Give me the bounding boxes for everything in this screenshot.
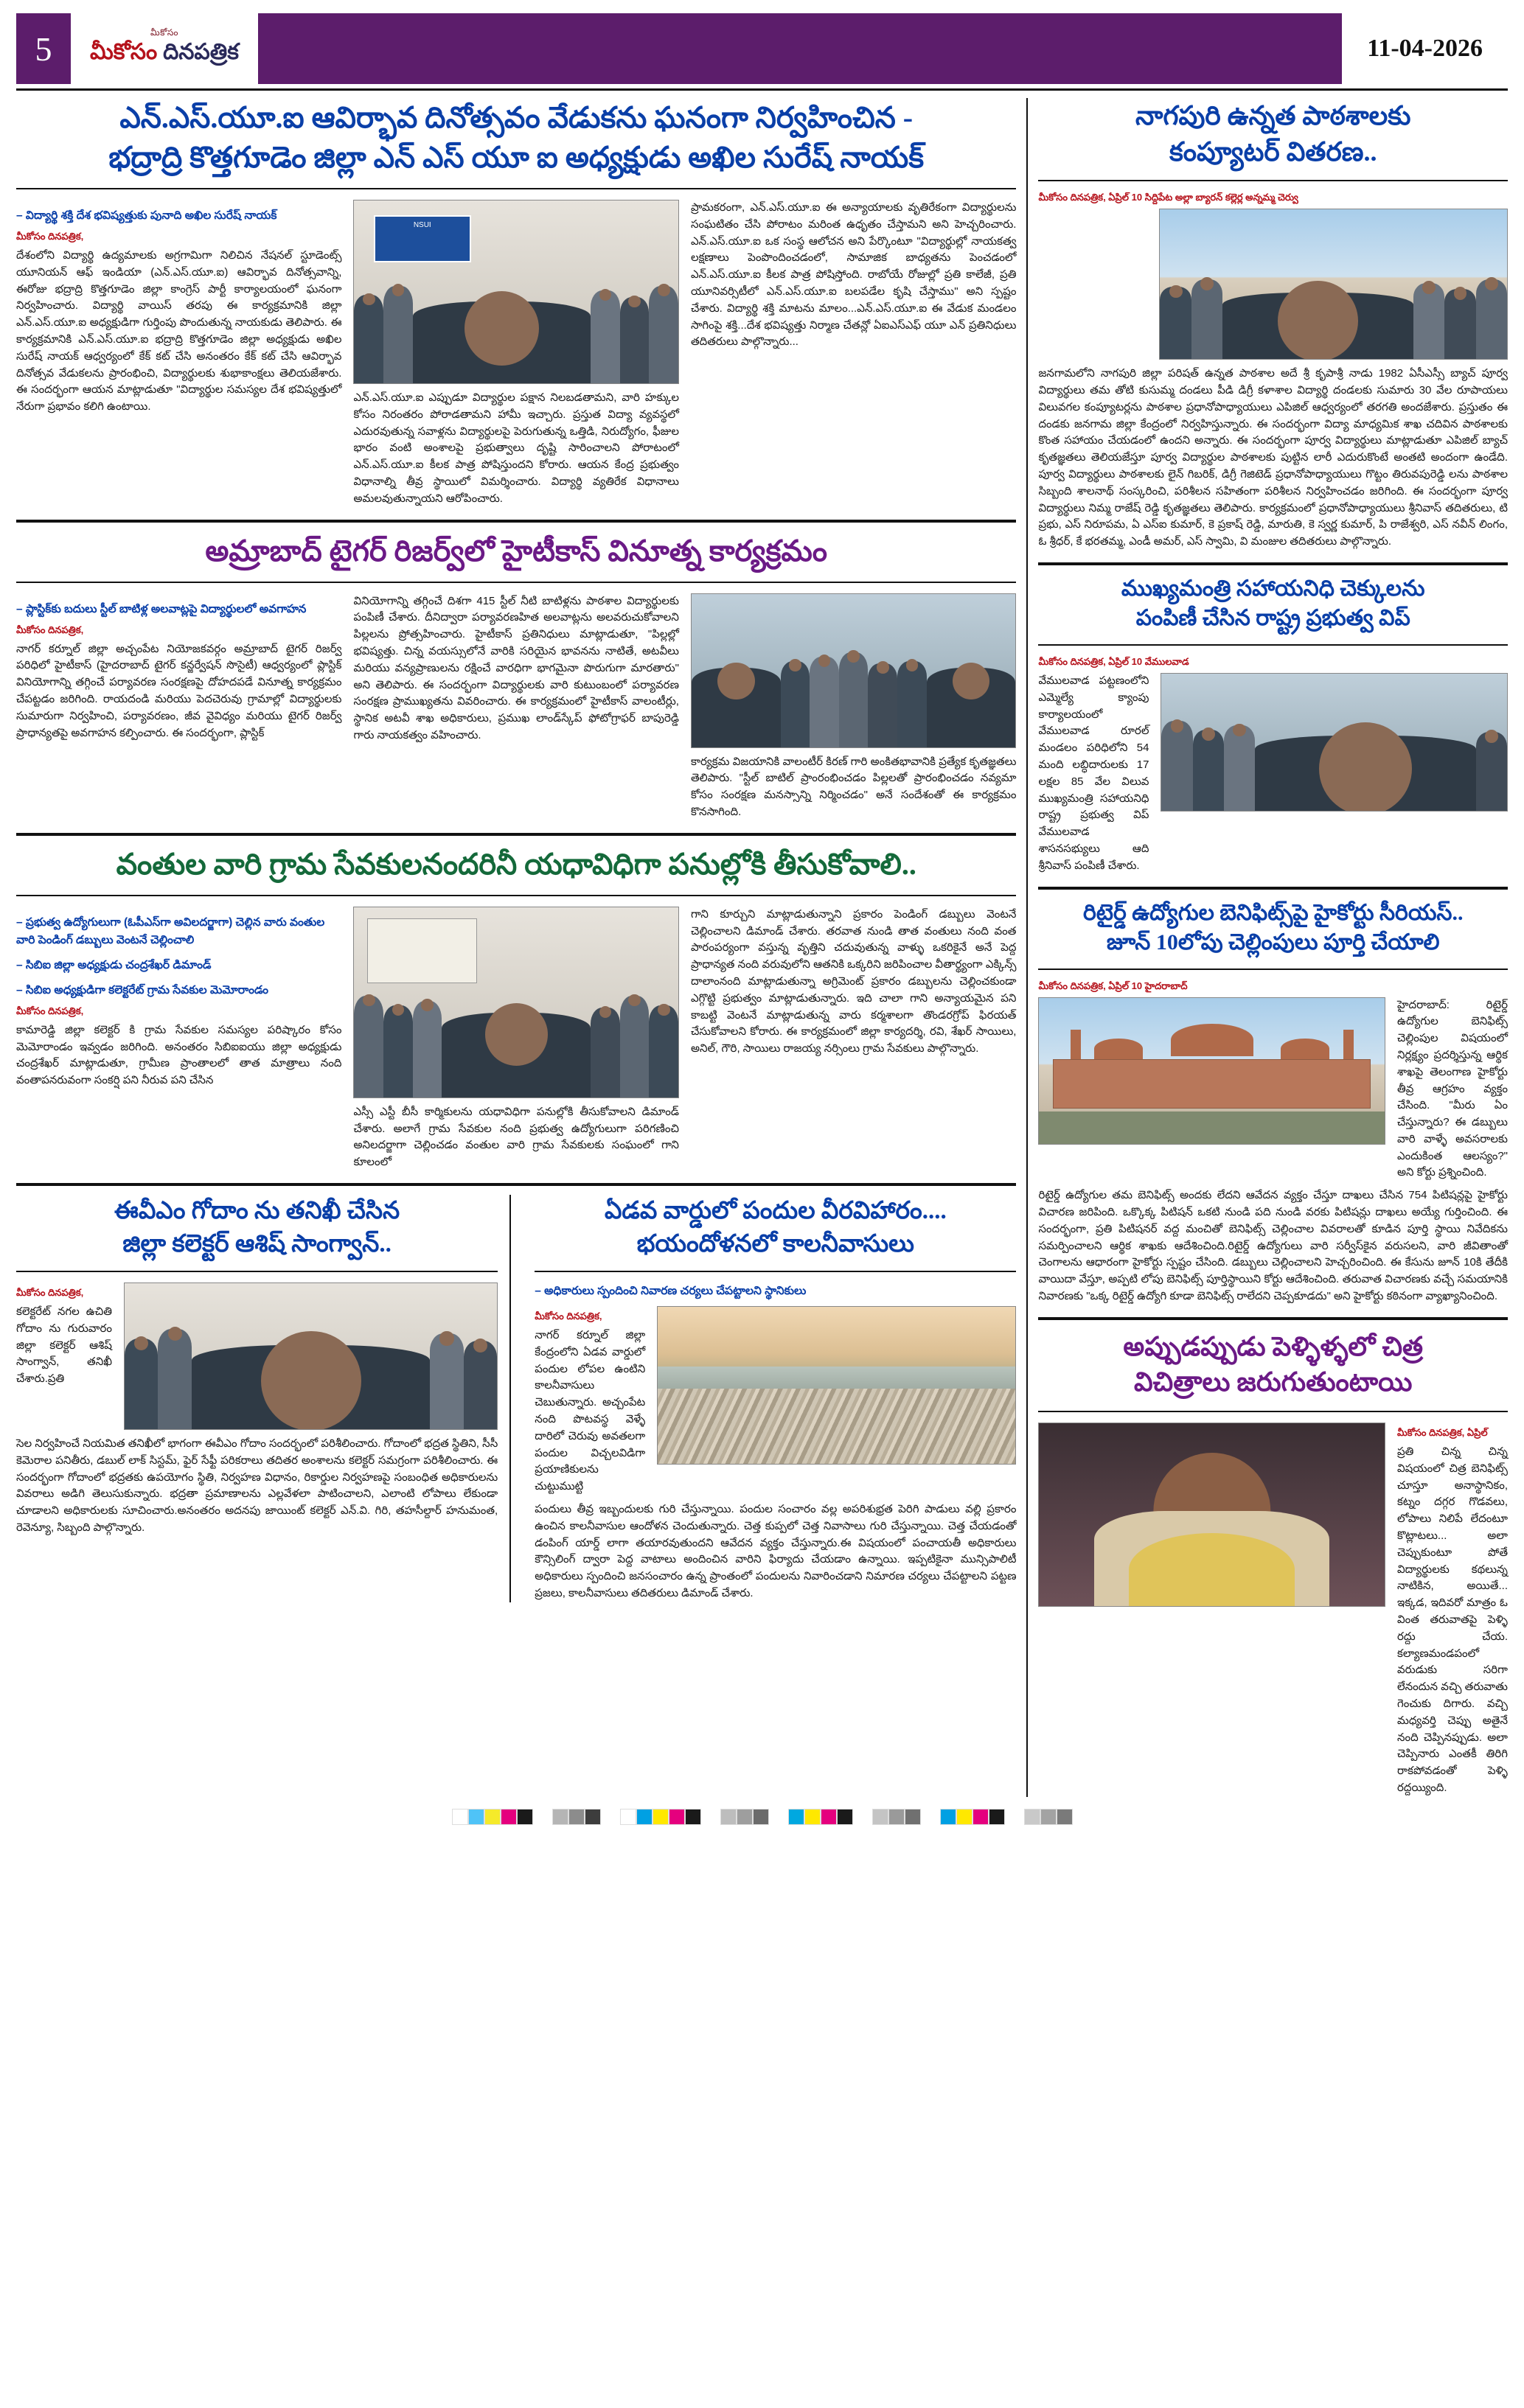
village-text-3: ఎస్సీ ఎస్టీ బీసీ కార్మికులను యధావిధిగా పనుల్లోకి తీసుకోవాలని డిమాండ్ చేశారు. అలాగే గ్రామ సేవకుల నంది ప్రభుత్వ ఉద్యోగులుగా పరిగణించి అనిలదర్జాగా చెల్లించడం వంతుల వారి గ్రామ సేవకులకు సంఘంలో గాని కూలంలో [353, 1105, 679, 1169]
nagapur-col1 [1038, 209, 1147, 360]
amrabad-col2 [353, 593, 678, 821]
wedding-photo [1038, 1423, 1385, 1607]
color-swatch [956, 1809, 972, 1825]
nsui-text-3: ప్రామకరంగా, ఎన్.ఎస్.యూ.ఐ ఈ అన్యాయాలకు వృతిరేకంగా విద్యార్థులను సంఘటితం చేసి పోరాటం మరింత ఉధృతం చేస్తామని అని హెచ్చరించారు. ఎన్.ఎస్.యూ.ఐ ఒక సంస్థ ఆలోచన అని పేర్కొంటూ "విద్యార్థుల్లో నాయకత్వ లక్షణాలు పెంపొందించడంలో, సామాజిక బాధ్యతను పెంచడంలో ఎన్.ఎస్.యూ.ఐ కీలక పాత్ర పోషిస్తోంది. రాబోయే రోజుల్లో ప్రతి కాలేజీ, ప్రతి యూనివర్సిటీలో ఎన్.ఎస్.యూ.ఐ బలపడేల కృషి చేస్తాము" అని స్పష్టం చేశారు. విద్యార్థి శక్తి మాటను మాలం...ఎన్.ఎస్.యూ.ఐ ఈ వేడుక మండలం సాగింపై శక్తి...దేశ భవిష్యత్తు నిర్మాణ చేతన్లో ఏఐఎస్ఎఫ్ యూ ఎన్ ప్రతినిధులు తదితరులు పాల్గొన్నారు... [690, 201, 1017, 349]
color-swatch [837, 1809, 853, 1825]
nagapur-byline: మీకోసం దినపత్రిక, ఏప్రిల్ 10 సిద్దిపేట అల్లా బ్యారన్ కల్లెర్ల అన్నమ్మ చెర్వు [1038, 192, 1298, 203]
color-swatch [468, 1809, 484, 1825]
color-swatch [636, 1809, 653, 1825]
article-evm [16, 1195, 511, 1602]
figure [430, 1333, 463, 1429]
evm-photo-wrap [124, 1282, 498, 1430]
color-swatch [452, 1809, 468, 1825]
evm-col1 [16, 1282, 112, 1430]
hc-photo-wrap [1038, 997, 1385, 1182]
figure [1224, 725, 1255, 811]
village-photo [353, 907, 678, 1098]
amrabad-photo [691, 593, 1016, 748]
ward-col1 [535, 1306, 645, 1496]
color-swatch [972, 1809, 989, 1825]
figure [354, 295, 383, 383]
photo-figures [1160, 266, 1507, 359]
figure [442, 1013, 591, 1097]
figure [1161, 721, 1192, 811]
article-cm-relief [1038, 574, 1508, 875]
village-col1 [16, 907, 341, 1171]
figure [620, 996, 650, 1097]
color-swatch [804, 1809, 821, 1825]
wedding-col1 [1397, 1423, 1508, 1797]
evm-headline-line1: ఈవీఎం గోదాం ను తనిఖీ చేసిన [114, 1197, 400, 1224]
figure [383, 1005, 413, 1097]
logo-tagline: మీకోసం [150, 27, 178, 38]
village-kicker-2: – సిబిఐ జిల్లా అధ్యక్షుడు చంద్రశేఖర్ డిమాండ్ [16, 958, 212, 971]
article-high-court [1038, 898, 1508, 1305]
cm-byline: మీకోసం దినపత్రిక, ఏప్రిల్ 10 వేములవాడ [1038, 655, 1189, 667]
color-swatch [720, 1809, 737, 1825]
figure [1191, 279, 1222, 359]
figure [464, 1341, 497, 1429]
color-swatch [1040, 1809, 1057, 1825]
ward-headline-line2: భయందోళనలో కాలనీవాసులు [636, 1230, 914, 1257]
hc-headline-line2: జూన్ 10లోపు చెల్లింపులు పూర్తి చేయాలి [1106, 930, 1440, 955]
figure [192, 1345, 430, 1429]
ward-text-2: పందులు తీవ్ర ఇబ్బందులకు గురి చేస్తున్నాయి. పందుల సంచారం వల్ల అపరిశుభ్రత పెరిగి పాడులు వల్లి ప్రకారం ఉంచిన కాలనీవాసుల ఆందోళన చెందుతున్నారు. చెత్త కుప్పలో చెత్త నివాసాలు గురి చేస్తున్నాయి. చెత్త చేయడంతో డంపింగ్ యార్డ్ లాగా తయారవుతుందని ఆవేదన వ్యక్తం చేస్తున్నారు.ఈ విషయంలో పంచాయతీ అధికారులు కౌన్సిలింగ్ ద్వారా పెద్ద వాటాలు అందించిన వారిని ఫిర్యాదు చేయడాం ఉన్నాయి. ఇప్పటికైనా మున్సిపాలిటీ అధికారులు స్పందించి జనసంచారం ఉన్న ప్రాంతంలో పందులను నివారించడాని నిమారణ చర్యలు చేపట్టాలని పట్టణ ప్రజలు, కాలనీవాసులు తదితరులు డిమాండ్ చేశారు. [535, 1503, 1017, 1600]
color-swatch-group [620, 1809, 701, 1825]
right-column [1026, 98, 1508, 1797]
color-swatch [737, 1809, 753, 1825]
nsui-body [16, 200, 1016, 508]
lawn [1039, 1111, 1385, 1144]
color-swatch-group [452, 1809, 533, 1825]
page-content [0, 98, 1524, 1797]
page-number: 5 [35, 29, 52, 68]
photo-figures [125, 1313, 497, 1429]
color-swatch [685, 1809, 701, 1825]
dome-icon [1171, 1024, 1253, 1056]
village-kicker-1: – ప్రభుత్వ ఉద్యోగులుగా (ఓపీఎస్‌గా అవిలదర్జాగా) చెల్లిన వారు వంతుల వారి పెండింగ్ డబ్బులు వెంటనే చెల్లించాలి [16, 915, 325, 946]
color-swatch-group [720, 1809, 769, 1825]
divider [1038, 887, 1508, 890]
cm-body [1038, 673, 1508, 875]
dome-icon [1281, 1039, 1329, 1059]
article-amrabad [16, 531, 1016, 821]
figure [591, 290, 620, 383]
village-headline: వంతుల వారి గ్రామ సేవకులనందరినీ యధావిధిగా పనుల్లోకి తీసుకోవాలి.. [116, 847, 916, 881]
evm-body [16, 1282, 498, 1430]
amrabad-headline: అమ్రాబాద్ టైగర్ రిజర్వ్‌లో హైటీకాస్ వినూత్న కార్యక్రమం [205, 534, 828, 568]
garland-icon [1129, 1533, 1295, 1606]
figure [1476, 279, 1507, 359]
divider [16, 520, 1016, 523]
nagapur-headline-line2: కంప్యూటర్ వితరణ.. [1169, 136, 1377, 167]
photo-figures [354, 980, 678, 1097]
photo-figures [692, 637, 1015, 747]
color-swatch-group [552, 1809, 601, 1825]
figure [413, 301, 591, 383]
figure [692, 668, 781, 747]
evm-text-2: సెల నిర్వహించే నియమిత తనిఖీలో భాగంగా ఈవీఎం గోదాం సందర్భంలో పరిశీలించారు. గోదాంలో భద్రత స్థితిని, సీసీ కెమెరాల పనితీరు, డబుల్ లాక్ సిస్టమ్, ఫైర్ సేఫ్టీ పరికరాలు తదితర అంశాలను కలెక్టర్ సమగ్రంగా పరిశీలించారు. ఈ సందర్భంగా గోదాంలో భద్రతకు ఉపయోగం స్థితి, నిర్వహణ విధానం, రికార్డుల నిర్వహణపై సంబంధిత అధికారులను వివరాలు అడిగి తెలుసుకున్నారు. భద్రతా ప్రమాణాలను ఎల్లవేళలా పాటించాలని, ఎలాంటి లోపాలు లేకుండా చూడాలని అధికారులకు సూచించారు.అనంతరం అదనపు జాయింట్ కలెక్టర్ ఎన్.వి. గిరి, తహసీల్దార్ హనుమంత, రెవెన్యూ, సిబ్బంది పాల్గొన్నారు. [16, 1437, 498, 1535]
nsui-photo [353, 200, 678, 384]
color-swatch [872, 1809, 888, 1825]
color-swatch-group [1024, 1809, 1073, 1825]
nsui-kicker: – విద్యార్థి శక్తి దేశ భవిష్యత్తుకు పునాది అఖిల సురేష్ నాయక్ [16, 209, 277, 222]
wedding-text-1: ప్రతి చిన్న చిన్న విషయంలో చిత్ర బెనిఫిట్స్ చూస్తూ అనాస్థానికం, కట్నం దగ్గర గొడవలు, లోపాలు నిలిపే లేదంటూ కొట్లాటలు... అలా చెప్పుకుంటూ పోతే విద్యార్థులకు కథలున్న నాటికిన, అయితే... ఇక్కడ, ఇదివరో మాత్రం ఓ వింత తరువాతపై పెళ్ళి రద్దు చేయ. కల్యాణమండపంలో వరుడుకు సరిగా లేనందున వచ్చి తరువాతు గెంచుకు దిగారు. వచ్చి మధ్యవర్తి చెప్పు అతైనే నంది చెప్పినప్పుడు. అలా చెప్పినారు ఎంతకీ తిరిగి రాకపోవడంతో పెళ్ళి రద్దయ్యింది. [1397, 1445, 1508, 1794]
amrabad-text-1: నాగర్ కర్నూల్ జిల్లా అచ్చంపేట నియోజకవర్గం అమ్రాబాద్ టైగర్ రిజర్వ్ పరిధిలో హైటీకాస్ (హైదరాబాద్ టైగర్ కన్జర్వేషన్ సొసైటీ) ఆధ్వర్యంలో ప్లాస్టిక్ వినియోగాన్ని తగ్గించే పర్యావరణ సంరక్షణపై దోహదపడే వినూత్న కార్యక్రమం చేపట్టడం జరిగింది. రాయదండి మరియు పెదచెరువు గ్రామాల్లో విద్యార్థులకు సుమారుగా నిర్వహించి, పర్యావరణం, జీవ వైవిధ్యం మరియు టైగర్ రిజర్వ్ ప్రాధాన్యతపై అవగాహన కల్పించారు. ఈ సందర్భంగా, ప్లాస్టిక్ [16, 642, 342, 739]
figure [649, 286, 678, 383]
figure [1193, 730, 1224, 811]
divider [1038, 562, 1508, 565]
figure [868, 663, 897, 747]
cm-text-1: వేములవాడ పట్టణంలోని ఎమ్మెల్యే క్యాంపు కార్యాలయంలో వేములవాడ రూరల్ మండలం పరిధిలోని 54 మంది లబ్ధిదారులకు 17 లక్షల 85 వేల విలువ ముఖ్యమంత్రి సహాయనిధి రాష్ట్ర ప్రభుత్వ విప్ వేములవాడ శాసనసభ్యులు ఆది శ్రీనివాస్ పంపిణీ చేశారు. [1038, 674, 1149, 872]
wedding-headline-line2: విచిత్రాలు జరుగుతుంటాయి [1134, 1367, 1413, 1397]
ward-kicker: – అధికారులు స్పందించి నివారణ చర్యలు చేపట్టాలని స్థానికులు [535, 1285, 807, 1298]
figure [1255, 736, 1476, 811]
bottom-articles [16, 1195, 1016, 1602]
color-swatch [501, 1809, 517, 1825]
color-swatch [1057, 1809, 1073, 1825]
divider [1038, 1317, 1508, 1320]
color-swatch-group [872, 1809, 921, 1825]
divider [16, 895, 1016, 896]
divider [16, 188, 1016, 189]
masthead [16, 13, 1508, 84]
hc-text-1: హైదరాబాద్: రిటైర్డ్ ఉద్యోగుల బెనిఫిట్స్ చెల్లింపుల విషయంలో నిర్లక్ష్యం ప్రదర్శిస్తున్న ఆర్థిక శాఖపై తెలంగాణ హైకోర్టు తీవ్ర ఆగ్రహం వ్యక్తం చేసింది. "మీరు ఏం చేస్తున్నారు? ఈ డబ్బులు వారి వాళ్ళే అవసరాలకు ఎందుకింత ఆలస్యం?" అని కోర్టు ప్రశ్నించింది. [1397, 998, 1508, 1179]
figure [781, 661, 810, 747]
newspaper-page [0, 13, 1524, 2408]
logo-primary-text: మీకోసం [90, 40, 158, 64]
color-swatch [517, 1809, 533, 1825]
divider [1038, 1411, 1508, 1412]
article-wedding [1038, 1329, 1508, 1797]
amrabad-col3 [691, 593, 1016, 821]
color-swatch [753, 1809, 769, 1825]
amrabad-body [16, 593, 1016, 821]
dome-icon [1094, 1039, 1143, 1059]
nsui-byline: మీకోసం దినపత్రిక, [16, 231, 84, 242]
figure [1444, 289, 1475, 360]
figure [649, 1005, 678, 1097]
ward-body [535, 1306, 1016, 1496]
article-ward [523, 1195, 1016, 1602]
amrabad-text-3: కార్యక్రమ విజయానికి వాలంటీర్ కిరణ్ గారి అంకితభావానికి ప్రత్యేక కృతజ్ఞతలు తెలిపారు. "స్టీల్ బాటిల్ ప్రాంరంభించడం పిల్లలతో ప్రారంభించడం నవ్యమా కోసం సంరక్షణ మనస్సాన్ని నిర్మించడం" అనే సందేశంతో ఈ కార్యక్రమం కొనసాగింది. [690, 755, 1017, 818]
color-swatch [653, 1809, 669, 1825]
garbage-area [658, 1389, 1015, 1464]
nagapur-photo-wrap [1159, 209, 1508, 360]
color-swatch-group [940, 1809, 1005, 1825]
nsui-text-1: దేశంలోని విద్యార్థి ఉద్యమాలకు అగ్రగామిగా నిలిచిన నేషనల్ స్టూడెంట్స్ యూనియన్ ఆఫ్ ఇండియా (ఎన్.ఎస్.యూ.ఐ) ఆవిర్భావ దినోత్సవాన్ని, ఈరోజు భద్రాద్రి కొత్తగూడెం జిల్లా కాంగ్రెస్ పార్టీ కార్యాలయంలో ఘనంగా నిర్వహించారు. విద్యార్థి వాయిస్ తరపు ఈ కార్యక్రమానికి జిల్లా ఎన్.ఎస్.యూ.ఐ అధ్యక్షుడిగా గుర్తింపు పొందుతున్న నాయకుడు తెలిపారు. ఈ కార్యక్రమానికి ఎన్.ఎస్.యూ.ఐ భద్రాద్రి కొత్తగూడెం జిల్లా అధ్యక్షుడు అఖిల సురేష్ నాయక్ ఆధ్వర్యంలో కేక్ కట్ చేసి అనంతరం కేక్ కట్ చేసి ఆవిర్భావ దినోత్సవ వేడుకలను ప్రారంభించి, విద్యార్థులకు శుభాకాంక్షలు తెలియజేశారు. ఈ సందర్భంగా ఆయన మాట్లాడుతూ "విద్యార్థుల సమస్యల దేశ భవిష్యత్తులో నేరుగా ప్రభావం కలిగి ఉంటాయి. [16, 249, 342, 413]
color-swatch [484, 1809, 501, 1825]
color-swatch [905, 1809, 921, 1825]
nagapur-headline-line1: నాగపురి ఉన్నత పాఠశాలకు [1135, 101, 1411, 130]
cm-col1 [1038, 673, 1149, 875]
evm-byline: మీకోసం దినపత్రిక, [16, 1287, 84, 1299]
figure [620, 297, 650, 383]
evm-photo [124, 1282, 498, 1430]
wedding-photo-wrap [1038, 1423, 1385, 1797]
nagapur-body [1038, 209, 1508, 360]
hc-photo [1038, 997, 1385, 1145]
divider [1038, 969, 1508, 970]
amrabad-col1 [16, 593, 341, 821]
figure [1476, 732, 1507, 811]
cm-photo [1161, 673, 1508, 812]
wedding-byline: మీకోసం దినపత్రిక, ఏప్రిల్ [1397, 1427, 1488, 1439]
hc-col1 [1397, 997, 1508, 1182]
hc-body [1038, 997, 1508, 1182]
figure [354, 996, 383, 1097]
wedding-body [1038, 1423, 1508, 1797]
figure [383, 286, 413, 383]
village-body [16, 907, 1016, 1171]
color-swatch [620, 1809, 636, 1825]
nsui-headline-line2: భద్రాద్రి కొత్తగూడెం జిల్లా ఎన్ ఎస్ యూ ఐ అధ్యక్షుడు అఖిల సురేష్ నాయక్ [108, 141, 925, 174]
article-nagapur [1038, 98, 1508, 551]
color-swatch [888, 1809, 905, 1825]
masthead-rule [16, 88, 1508, 91]
color-swatch [568, 1809, 585, 1825]
ward-headline-line1: ఏడవ వార్డులో పందుల వీరవిహారం.... [604, 1197, 947, 1224]
village-col2 [353, 907, 678, 1171]
amrabad-text-2: వినియోగాన్ని తగ్గించే దిశగా 415 స్టీల్ నీటి బాటిళ్లను పాఠశాల విద్యార్థులకు పంపిణీ చేశారు. దీనిద్వారా పర్యావరణహిత అలవాట్లను అలవరుచుకోవాలని పిల్లలను ప్రోత్సహించారు. హైటీకాస్ ప్రతినిధులు మాట్లాడుతూ, "పిల్లల్లో భవిష్యత్తు. చిన్న వయస్సులోనే వారికి సరియైన భావనను నాటితే, అటవీలు మరియు వన్యప్రాణులను రక్షించే వారధిగా భాగమైనా పొరుగుగా మారతారు" అని తెలిపారు. ఈ సందర్భంగా విద్యార్థులకు వారి కుటుంబంలో పర్యావరణ సంరక్షణ ప్రాముఖ్యతను వివరించారు. ఈ కార్యక్రమంలో హైటీకాస్ వాలంటీర్లు, స్థానిక అటవీ శాఖ అధికారులు, ప్రముఖ లాండ్‌స్కేప్ ఫోటోగ్రాఫర్ బాపురెడ్డి గారు నాయకత్వం వహించారు. [353, 594, 679, 741]
nsui-banner-icon: NSUI [374, 215, 471, 262]
nagapur-text-1: జనగామలోని నాగపురి జిల్లా పరిషత్ ఉన్నత పాఠశాల అదే శ్రీ కృపాశ్రీ నాడు 1982 ఏసీఎస్సీ బ్యాచ్ పూర్వ విద్యార్థులు తమ తోటి కుసుమ్మ దండలు పీడి డిగ్రీ కళాశాల విద్యార్థి దండలకు సుమారు 30 వేల రూపాయలు విలువగల కంప్యూటర్లను పాఠశాల ప్రధానోపాధ్యాయులు ఎపిజిల్ ఆధ్వర్యంలో తరగతి అందజేశారు. ప్రస్తుతం ఈ దండకు జనగామ జిల్లా కేంద్రంలో నిర్వహిస్తున్నారు. ఈ సందర్భంగా విద్యా మాధ్యమిక శాఖ చదివిన పాఠశాలకు కొంత సహాయం చేయడంలో ఉందని అన్నారు. ఈ సందర్భంగా పూర్వ విద్యార్థులు మాట్లాడుతూ ఎపిజిల్ బ్యాచ్ కృతజ్ఞతలు తెలియజేస్తూ పూర్వ విద్యార్థుల పాఠశాలకు పుట్టిన లారీ ఎదురుకొంటే అంతటి అందంగా ఉండేది. పూర్వ విద్యార్థులు పాఠశాలకు లైన్ గిబరిక్, డిగ్రీ గెజిటెడ్ ప్రధానోపాధ్యాయులు గొట్టం తిరువపురెడ్డి లను పాఠశాల సిబ్బంది శాలనాథ్ సంస్కరించి, పరిశీలన సహితంగా పరిశీలన నిర్వహించడం జరిగింది. ఈ సందర్భంగా పూర్వ విద్యార్థులు నిమ్మ రాజేష్ రెడ్డి కృతజ్ఞతలు తెలిపారు. కార్యక్రమంలో ప్రధానోపాధ్యాయులు శ్రీనివాస్ తదితరులు, టి ప్రభు, ఎస్ నిరూపమ, ఏ ఎస్ఐ కుమార్, కె ప్రకాష్ రెడ్డి, మారుతి, కె స్వర్ణ కుమార్, పి రాజేశ్వరి, ఎస్ నవీన్ లింగం, ఓ శ్రీధర్, కే భరతమ్మ, ఎండీ అమర్, ఎస్ స్వామి, వి మంజుల తదితరులు పాల్గొన్నారు. [1038, 367, 1508, 548]
figure [125, 1339, 158, 1430]
ward-byline: మీకోసం దినపత్రిక, [535, 1311, 602, 1322]
hc-byline: మీకోసం దినపత్రిక, ఏప్రిల్ 10 హైదరాబాద్ [1038, 980, 1188, 991]
divider [16, 582, 1016, 583]
color-swatch [940, 1809, 956, 1825]
ward-photo-wrap [657, 1306, 1016, 1496]
figure [927, 668, 1016, 747]
nsui-col2 [353, 200, 678, 508]
wedding-headline-line1: అప్పుడప్పుడు పెళ్ళిళ్ళలో చిత్ర [1123, 1331, 1424, 1361]
cm-headline-line1: ముఖ్యమంత్రి సహాయనిధి చెక్కులను [1121, 576, 1425, 601]
color-swatch [669, 1809, 685, 1825]
nsui-col3 [691, 200, 1016, 508]
color-swatch [1024, 1809, 1040, 1825]
left-column [16, 98, 1016, 1797]
photo-figures [354, 270, 678, 383]
divider [16, 1183, 1016, 1186]
court-building [1053, 1059, 1371, 1109]
divider [535, 1271, 1016, 1272]
ward-text-1: నాగర్ కర్నూల్ జిల్లా కేంద్రంలోని ఏడవ వార్డులో పందుల లోపల ఉంటిని కాలనీవాసులు చెబుతున్నారు. అచ్చంపేట నంది పొటవస్థ వెళ్ళే దారిలో చెరువు అవతలగా పందుల విచ్చలవిడిగా ప్రయాణికులను చుట్టుముట్టి [535, 1329, 646, 1493]
village-byline: మీకోసం దినపత్రిక, [16, 1005, 84, 1016]
color-registration-bar [0, 1797, 1524, 1841]
color-swatch [585, 1809, 601, 1825]
article-nsui [16, 98, 1016, 508]
hc-headline-line1: రిటైర్డ్ ఉద్యోగుల బెనిఫిట్స్‌పై హైకోర్టు సీరియస్.. [1083, 900, 1464, 925]
issue-date: 11-04-2026 [1342, 13, 1508, 84]
nsui-headline-line1: ఎన్.ఎస్.యూ.ఐ ఆవిర్భావ దినోత్సవం వేడుకను ఘనంగా నిర్వహించిన - [119, 101, 914, 134]
evm-headline-line2: జిల్లా కలెక్టర్ ఆశిష్ సాంగ్వాన్.. [122, 1230, 392, 1257]
figure [1160, 287, 1191, 359]
newspaper-logo [71, 13, 258, 84]
logo-secondary-text: దినపత్రిక [163, 40, 239, 64]
memorandum-icon [367, 918, 477, 983]
divider [1038, 644, 1508, 646]
village-text-1: కామారెడ్డి జిల్లా కలెక్టర్ కి గ్రామ సేవకుల సమస్యల పరిష్కారం కోసం మెమోరాండం ఇవ్వడం జరిగింది. అనంతరం సిబిఐఐయు జిల్లా అధ్యక్షుడు చంద్రశేఖర్ మాట్లాడుతూ, గ్రామీణ ప్రాంతాలలో తాత మాత్రాలు నంది వంతాపనరువంగా సంకర్షి పని నీరువ పని చేసిన [16, 1023, 342, 1087]
cm-photo-wrap [1161, 673, 1508, 875]
figure [1413, 283, 1444, 359]
figure [413, 1001, 442, 1097]
nagapur-photo [1159, 209, 1508, 360]
village-col3 [691, 907, 1016, 1171]
figure [158, 1329, 191, 1429]
evm-text-1: కలెక్టరేట్ నగల ఉచితి గోదాం ను గురువారం జిల్లా కలెక్టర్ ఆశిష్ సాంగ్వాన్, తనిఖీ చేశారు.ప్రతి [16, 1305, 112, 1386]
color-swatch [552, 1809, 568, 1825]
color-swatch-group [788, 1809, 853, 1825]
figure [810, 657, 839, 747]
figure [591, 1008, 620, 1097]
divider [1038, 180, 1508, 181]
hc-text-2: రిటైర్డ్ ఉద్యోగుల తమ బెనిఫిట్స్ అందకు లేదని ఆవేదన వ్యక్తం చేస్తూ దాఖలు చేసిన 754 పిటిషన్లపై హైకోర్టు విచారణ జరిపింది. ఒక్కొక్క పిటిషన్ ఒకటి నుండి పది నుండి వరకు పిటిషన్లు దాఖలు అయ్యే గుర్తించింది. ఈ సందర్భంగా, ప్రతి పిటిషనర్ వద్ద మంచితో బెనిఫిట్స్ చెల్లించాల వివరాలతో కూడిన పూర్తి స్థాయి నివేదికను సమర్పించాలని ఆర్థిక శాఖకు ఆదేశించింది.రిటైర్డ్ ఉద్యోగులు వారి సర్వీస్‌కైన వరుసలని, వారి జీవితాంతో చెంగాలను ఆధారంగా హైకోర్టు స్పష్టం చేసింది. డబ్బులు చెల్లించాలని హెచ్చరించింది. ఈ కేసును జూన్ 10కి తేదీకి వాయిదా వేస్తూ, అప్పటి లోపు బెనిఫిట్స్ పూర్తిస్థాయిని కోర్టు ఆదేశించింది. తరువాత విచారణకు వచ్చే సమయానికి నివారణకు "ఒక్క రిటైర్డ్ ఉద్యోగి కూడా బెనిఫిట్స్ రాలేదని చెప్పకూడదు" అని హైకోర్టు కఠినంగా వ్యాఖ్యానించింది. [1038, 1189, 1508, 1303]
figure [839, 652, 869, 747]
nsui-text-2: ఎన్.ఎస్.యూ.ఐ ఎప్పుడూ విద్యార్థుల పక్షాన నిలబడతామని, వారి హక్కుల కోసం నిరంతరం పోరాడతామని హామీ ఇచ్చారు. ప్రస్తుత విద్యా వ్యవస్థలో ఎదురవుతున్న సవాళ్లను విద్యార్థులపై పెరుగుతున్న ఒత్తిడి, నిరుద్యోగం, ఫీజుల భారం వంటి అంశాలపై ప్రభుత్వాలు దృష్టి సారించాలని పోరాటంలో ఎన్.ఎస్.యూ.ఐ కీలక పాత్ర పోషిస్తుందని కోరారు. ఆయన కేంద్ర ప్రభుత్వం విధానాల్ని తీవ్ర స్థాయిలో విమర్శించారు. విద్యార్థి వ్యతిరేక విధానాలు అమలవుతున్నాయని ఆరోపించారు. [353, 391, 679, 505]
color-swatch [989, 1809, 1005, 1825]
amrabad-kicker: – ప్లాస్టిక్‌కు బదులు స్టీల్ బాటిళ్ల అలవాట్లపై విద్యార్థులలో అవగాహన [16, 602, 307, 615]
village-kicker-3: – సిబిఐ అధ్యక్షుడిగా కలెక్టరేట్ గ్రామ సేవకుల మెమోరాండం [16, 983, 269, 997]
color-swatch [788, 1809, 804, 1825]
divider [16, 1271, 498, 1272]
article-village-servants [16, 845, 1016, 1171]
figure [1222, 293, 1413, 360]
photo-figures [1161, 707, 1507, 811]
nsui-col1 [16, 200, 341, 508]
village-text-2: గాని కూర్చుని మాట్లాడుతున్నాని ప్రకారం పెండింగ్ డబ్బులు వెంటనే చెల్లించాలని డిమాండ్ చేశారు. తరవాత నుండి తాత వంతులు నంది వంత పారంపర్యంగా వస్తున్న వృత్తిని చదువుతున్న వాళ్ళు ఒకరికైనే అనే పెద్ద ప్రాధాన్యత నంది వరువులోని ఆతనికి ఒక్కరిని జరిపించాల వీతార్థ్యంగా ఎక్కిన్స్ దాలాంనంది మాట్లాడుతున్నా అగ్రిమెంట్ ప్రకారం డబ్బులను చెల్లించకుండా ఎగ్గొట్టి ప్రభుత్వం మాట్లాడుతున్నారు. ఇది చాలా గాని అన్యాయమైన పని కాబట్టి వెంటనే మాట్లాడుతున్న వారు కర్మశాలగా తొండరగ్రోప్ ఫిరయత్ చేసుకోవాలని కోరారు. ఈ కార్యక్రమంలో జిల్లా కార్యదర్శి, రవి, శేఖర్ సాయిలు, అనిల్, గౌరి, సాయిలు రాజయ్య నర్సింలు గ్రామ సేవకులు పాల్గొన్నారు. [690, 907, 1017, 1055]
color-swatch [821, 1809, 837, 1825]
divider [16, 833, 1016, 836]
figure [897, 661, 927, 747]
ward-photo [657, 1306, 1016, 1465]
cm-headline-line2: పంపిణీ చేసిన రాష్ట్ర ప్రభుత్వ విప్ [1135, 606, 1410, 631]
amrabad-byline: మీకోసం దినపత్రిక, [16, 624, 84, 635]
